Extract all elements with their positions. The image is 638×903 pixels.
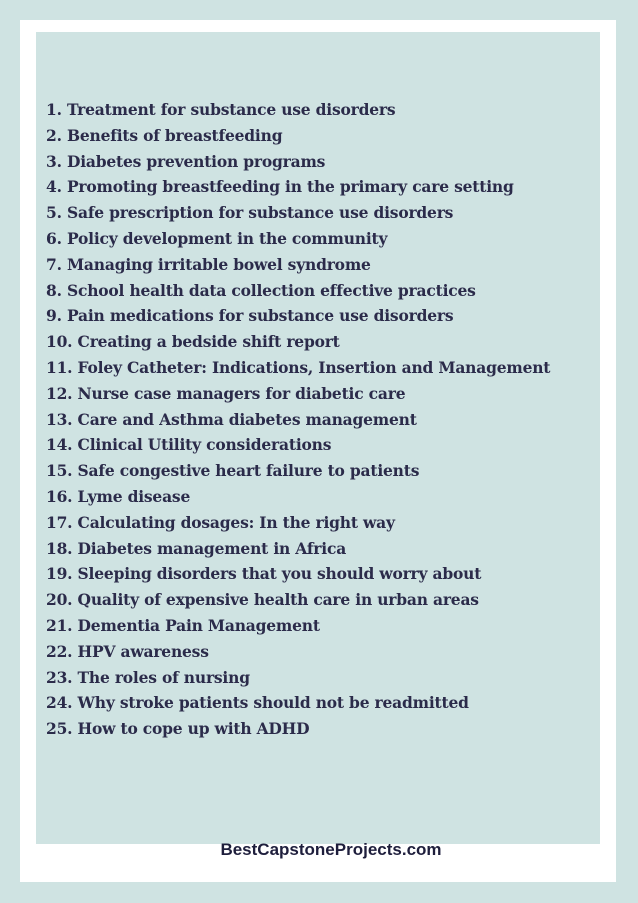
list-item: 25. How to cope up with ADHD [46,719,310,739]
list-item: 7. Managing irritable bowel syndrome [46,254,371,274]
list-item: 8. School health data collection effective practices [46,280,476,300]
list-item: 5. Safe prescription for substance use disorders [46,203,454,223]
list-item: 22. HPV awareness [46,641,209,661]
list-item: 20. Quality of expensive health care in urban areas [46,590,479,610]
topic-list [46,97,550,742]
list-item: 17. Calculating dosages: In the right way [46,512,395,532]
list-item: 9. Pain medications for substance use disorders [46,306,454,326]
list-item: 24. Why stroke patients should not be readmitted [46,693,469,713]
list-item: 16. Lyme disease [46,486,191,506]
list-item: 1. Treatment for substance use disorders [46,100,396,119]
list-item: 14. Clinical Utility considerations [46,435,332,455]
site-name: BestCapstoneProjects.com [220,840,442,859]
list-item: 15. Safe congestive heart failure to patients [46,461,420,481]
list-item: 21. Dementia Pain Management [46,615,320,635]
list-item: 18. Diabetes management in Africa [46,538,347,558]
list-item: 10. Creating a bedside shift report [46,332,340,352]
list-item: 2. Benefits of breastfeeding [46,125,283,145]
list-item: 11. Foley Catheter: Indications, Insertion and Management [46,357,551,377]
list-item: 4. Promoting breastfeeding in the primary care setting [46,177,514,197]
list-item: 19. Sleeping disorders that you should worry about [46,564,482,584]
list-item: 23. The roles of nursing [46,667,250,687]
footer [0,840,638,860]
list-item: 12. Nurse case managers for diabetic care [46,383,406,403]
list-item: 3. Diabetes prevention programs [46,151,326,171]
list-item: 6. Policy development in the community [46,228,388,248]
list-item: 13. Care and Asthma diabetes management [46,409,417,429]
